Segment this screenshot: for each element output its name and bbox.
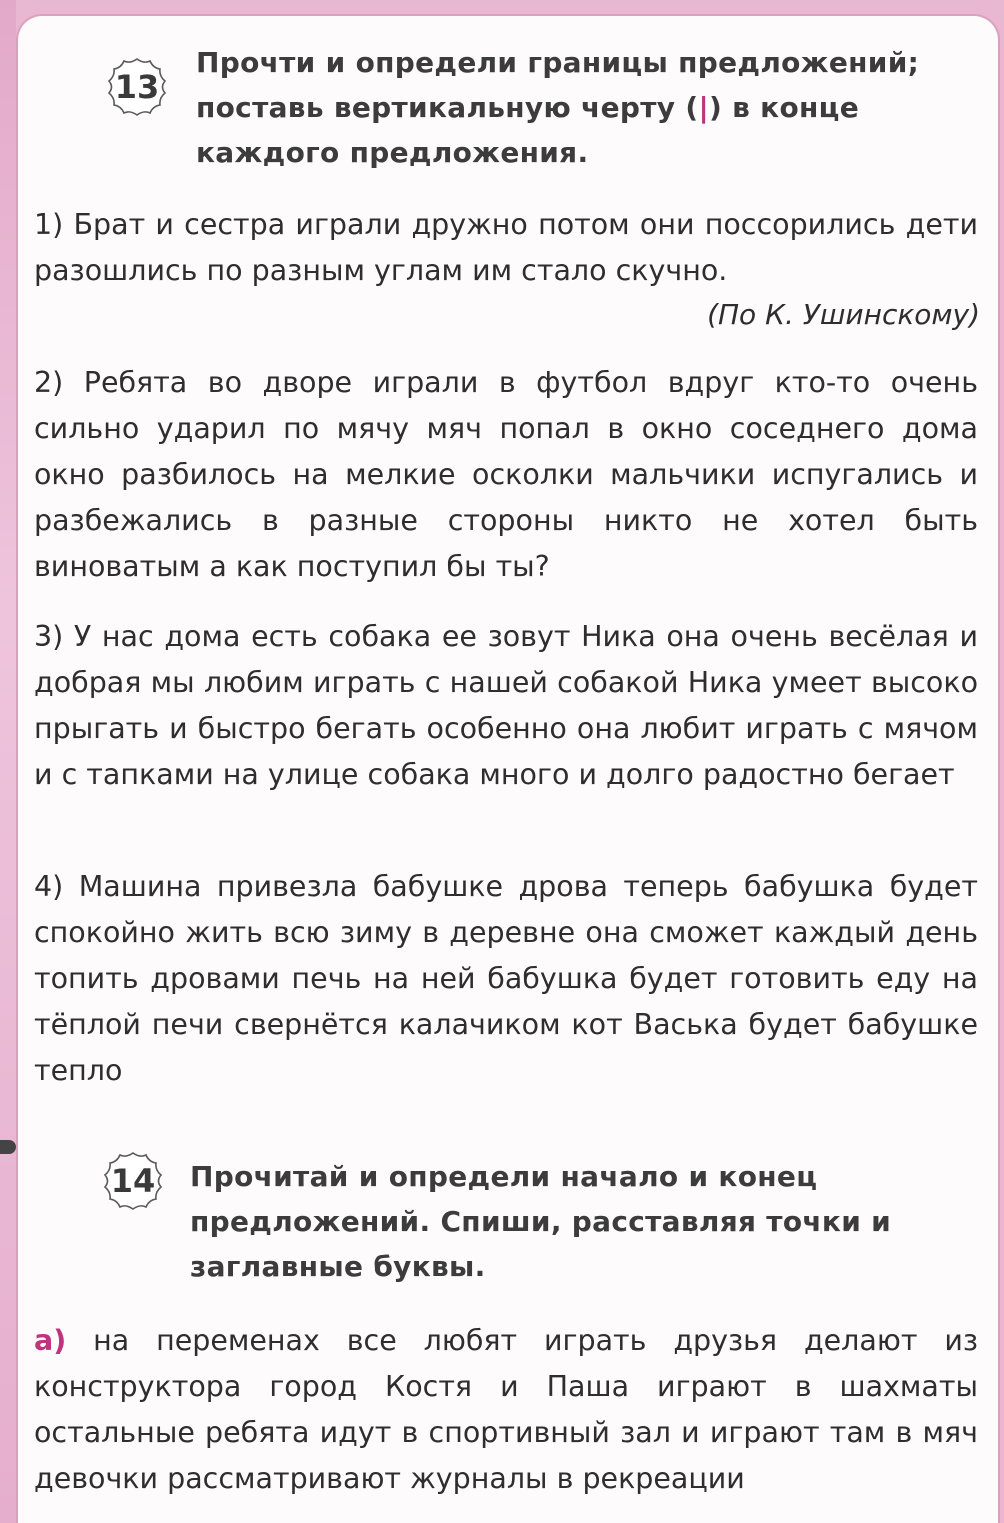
margin-marker xyxy=(0,1140,16,1154)
task-13-item-2: 2) Ребята во дворе играли в футбол вдруг кто-то очень сильно ударил по мячу мяч попал в окно соседнего дома окно разбилось на мелкие осколки мальчики испугались и разбежались в разные стороны никто не хотел быть виноватым а как поступил бы ты? xyxy=(34,366,978,583)
task-14-number: 14 xyxy=(110,1162,156,1200)
worksheet-page xyxy=(16,14,1000,1523)
page-left-margin xyxy=(0,0,16,1523)
task-13-badge xyxy=(106,56,168,118)
task-13-heading-part1: Прочти и определи границы предложений; поставь вертикальную черту ( xyxy=(196,46,920,124)
vertical-bar-symbol: | xyxy=(698,91,709,124)
task-13-item-4: 4) Машина привезла бабушке дрова теперь бабушка будет спокойно жить всю зиму в деревне она сможет каждый день топить дровами печь на ней бабушка будет готовить еду на тёплой печи свернётся калачиком кот Васька будет бабушке тепло xyxy=(34,870,978,1087)
task-14-heading: Прочитай и определи начало и конец предложений. Спиши, расставляя точки и заглавные буквы. xyxy=(190,1160,892,1283)
task-13-item-3: 3) У нас дома есть собака ее зовут Ника она очень весёлая и добрая мы любим играть с нашей собакой Ника умеет высоко прыгать и быстро бегать особенно она любит играть с мячом и с тапками на улице собака много и долго радостно бегает xyxy=(34,620,978,791)
part-a-label: а) xyxy=(34,1324,67,1357)
task-13-number: 13 xyxy=(114,68,160,106)
task-14-part-a xyxy=(34,1318,978,1502)
part-a-text: на переменах все любят играть друзья делают из конструктора город Костя и Паша играют в шахматы остальные ребята идут в спортивный зал и играют там в мяч девочки рассматривают журналы в рекреации xyxy=(34,1324,978,1495)
task-13-item-1: 1) Брат и сестра играли дружно потом они поссорились дети разошлись по разным углам им стало скучно. xyxy=(34,208,978,287)
task-14-badge xyxy=(102,1150,164,1212)
task-13-heading-part2: ) в конце каждого предложения. xyxy=(196,91,860,169)
task-13-heading xyxy=(196,40,986,175)
task-13-source: (По К. Ушинскому) xyxy=(707,298,980,331)
